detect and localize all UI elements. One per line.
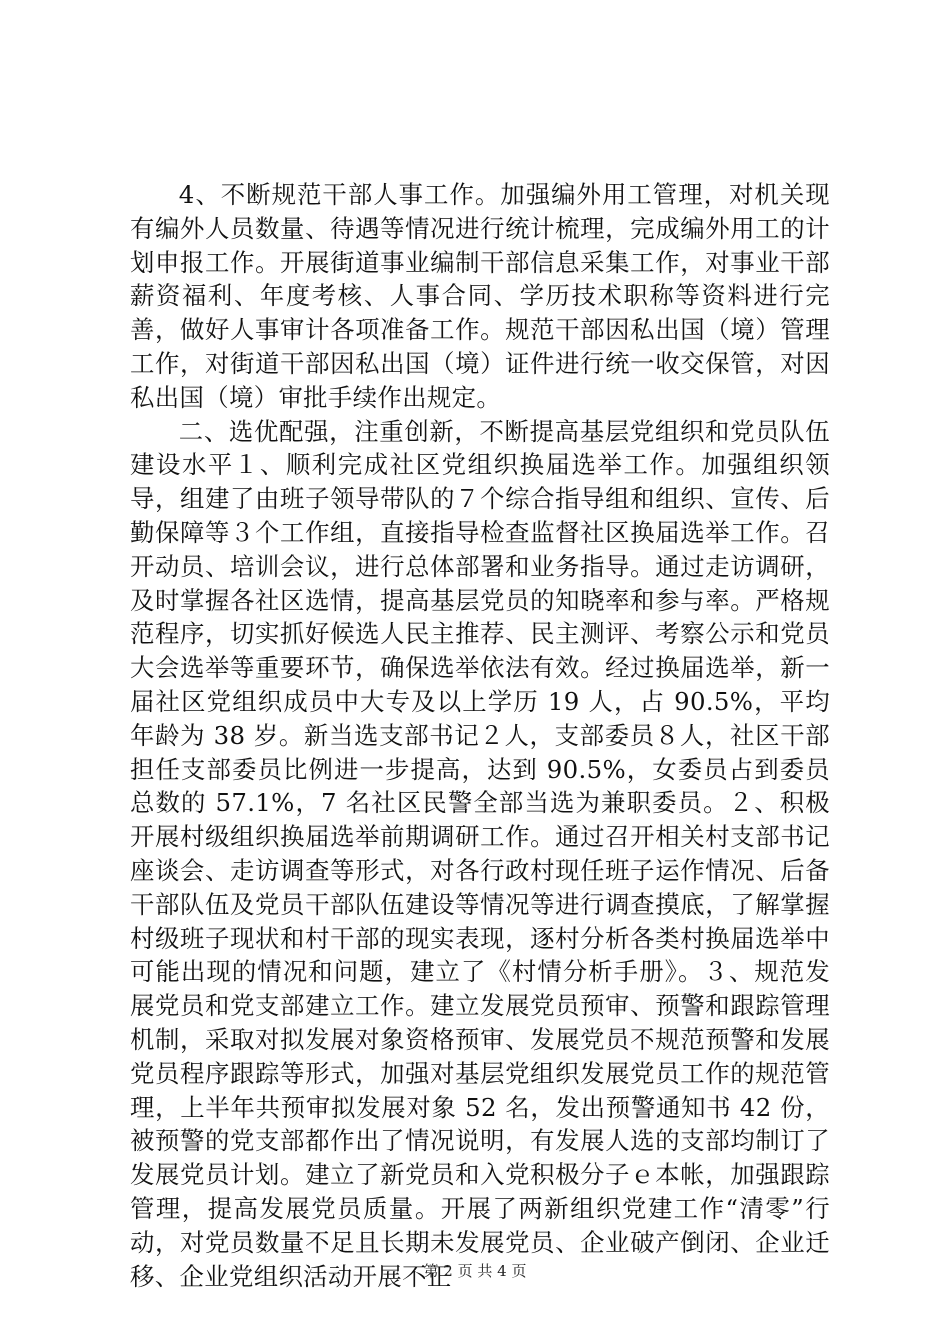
document-body [130, 178, 830, 1293]
paragraph-party-organization: 二、选优配强，注重创新，不断提高基层党组织和党员队伍建设水平１、顺利完成社区党组织换届选举工作。加强组织领导，组建了由班子领导带队的７个综合指导组和组织、宣传、后勤保障等３个工作组，直接指导检查监督社区换届选举工作。召开动员、培训会议，进行总体部署和业务指导。通过走访调研，及时掌握各社区选情，提高基层党员的知晓率和参与率。严格规范程序，切实抓好候选人民主推荐、民主测评、考察公示和党员大会选举等重要环节，确保选举依法有效。经过换届选举，新一届社区党组织成员中大专及以上学历 19 人，占 90.5%，平均年龄为 38 岁。新当选支部书记２人，支部委员８人，社区干部担任支部委员比例进一步提高，达到 90.5%，女委员占到委员总数的 57.1%，7 名社区民警全部当选为兼职委员。２、积极开展村级组织换届选举前期调研工作。通过召开相关村支部书记座谈会、走访调查等形式，对各行政村现任班子运作情况、后备干部队伍及党员干部队伍建设等情况等进行调查摸底，了解掌握村级班子现状和村干部的现实表现，逐村分析各类村换届选举中可能出现的情况和问题，建立了《村情分析手册》。３、规范发展党员和党支部建立工作。建立发展党员预审、预警和跟踪管理机制，采取对拟发展对象资格预审、发展党员不规范预警和发展党员程序跟踪等形式，加强对基层党组织发展党员工作的规范管理，上半年共预审拟发展对象 52 名，发出预警通知书 42 份，被预警的党支部都作出了情况说明，有发展人选的支部均制订了发展党员计划。建立了新党员和入党积极分子ｅ本帐，加强跟踪管理，提高发展党员质量。开展了两新组织党建工作“清零”行动，对党员数量不足且长期未发展党员、企业破产倒闭、企业迁移、企业党组织活动开展不正 [130, 416, 830, 1291]
paragraph-personnel-work: 4、不断规范干部人事工作。加强编外用工管理，对机关现有编外人员数量、待遇等情况进行统计梳理，完成编外用工的计划申报工作。开展街道事业编制干部信息采集工作，对事业干部薪资福利、年度考核、人事合同、学历技术职称等资料进行完善，做好人事审计各项准备工作。规范干部因私出国（境）管理工作，对街道干部因私出国（境）证件进行统一收交保管，对因私出国（境）审批手续作出规定。 [130, 180, 830, 412]
page-number-footer: 第 2 页 共 4 页 [423, 1262, 527, 1280]
